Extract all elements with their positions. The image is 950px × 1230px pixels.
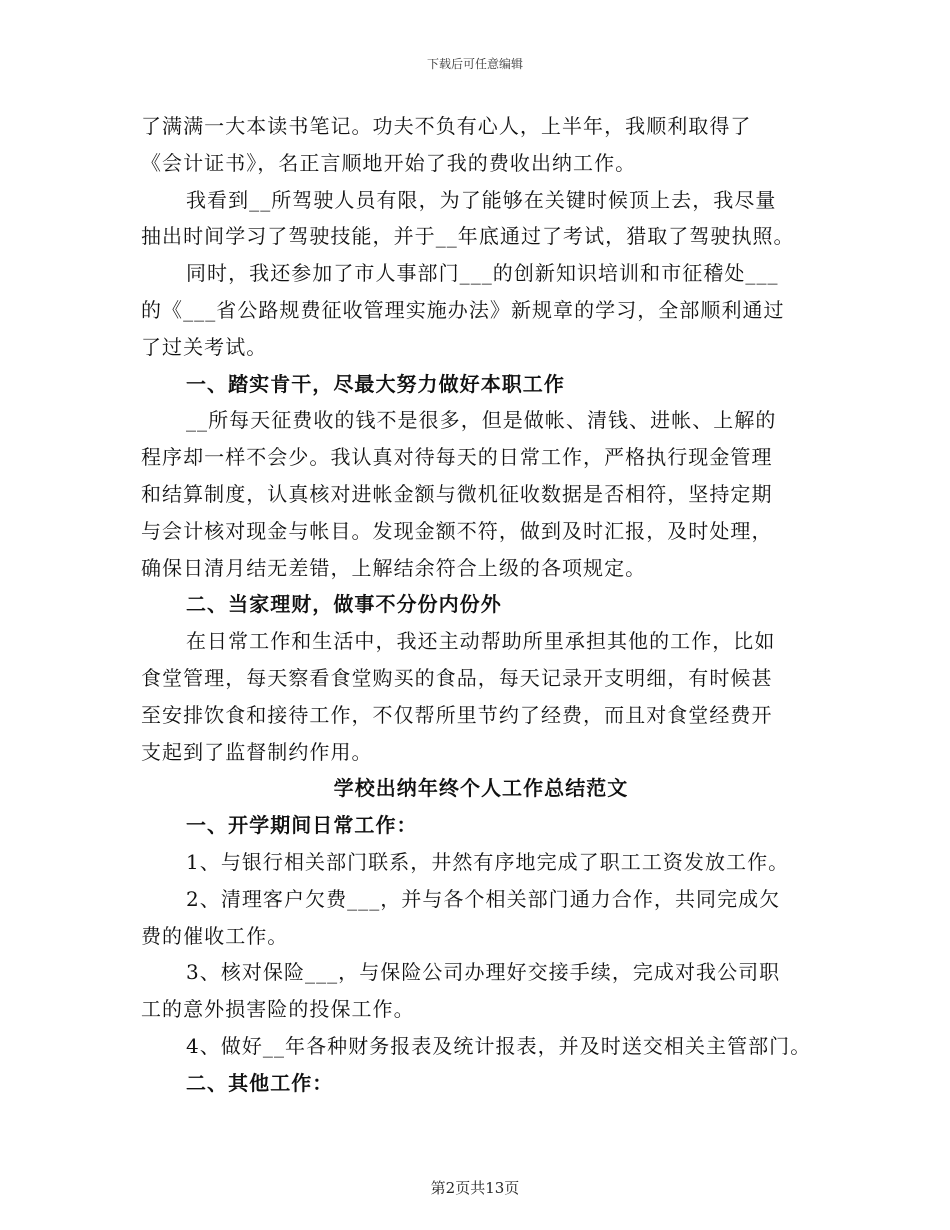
text-line: 食堂管理，每天察看食堂购买的食品，每天记录开支明细，有时候甚 bbox=[141, 665, 773, 690]
section-heading: 二、其他工作： bbox=[186, 1070, 334, 1095]
text-line: 至安排饮食和接待工作，不仅帮所里节约了经费，而且对食堂经费开 bbox=[141, 702, 773, 727]
text-line: 了过关考试。 bbox=[141, 334, 268, 359]
text-line: 程序却一样不会少。我认真对待每天的日常工作，严格执行现金管理 bbox=[141, 445, 773, 470]
page-footer: 第2页共13页 bbox=[430, 1179, 520, 1197]
text-line: 《会计证书》，名正言顺地开始了我的费收出纳工作。 bbox=[141, 150, 637, 175]
text-line: 在日常工作和生活中，我还主动帮助所里承担其他的工作，比如 bbox=[186, 629, 776, 654]
section-heading: 一、开学期间日常工作： bbox=[186, 813, 418, 838]
document-body bbox=[141, 108, 821, 1102]
text-line: 确保日清月结无差错，上解结余符合上级的各项规定。 bbox=[141, 555, 647, 580]
page-header: 下载后可任意编辑 bbox=[426, 57, 523, 71]
text-line: 1、与银行相关部门联系，井然有序地完成了职工工资发放工作。 bbox=[186, 849, 790, 874]
text-line: __所每天征费收的钱不是很多，但是做帐、清钱、进帐、上解的 bbox=[186, 408, 777, 433]
text-line: 了满满一大本读书笔记。功夫不负有心人，上半年，我顺利取得了 bbox=[141, 114, 752, 138]
text-line: 和结算制度，认真核对进帐金额与微机征收数据是否相符，坚持定期 bbox=[141, 481, 773, 506]
text-line: 与会计核对现金与帐目。发现金额不符，做到及时汇报，及时处理， bbox=[141, 518, 773, 543]
section-heading: 一、踏实肯干，尽最大努力做好本职工作 bbox=[186, 371, 565, 396]
text-line: 我看到__所驾驶人员有限，为了能够在关键时候顶上去，我尽量 bbox=[186, 187, 777, 212]
text-line: 3、核对保险___，与保险公司办理好交接手续，完成对我公司职 bbox=[186, 960, 781, 985]
section-title: 学校出纳年终个人工作总结范文 bbox=[333, 776, 629, 801]
section-heading: 二、当家理财，做事不分份内份外 bbox=[186, 592, 502, 617]
text-line: 工的意外损害险的投保工作。 bbox=[141, 997, 415, 1022]
text-line: 2、清理客户欠费___，并与各个相关部门通力合作，共同完成欠 bbox=[186, 886, 781, 911]
text-line: 支起到了监督制约作用。 bbox=[141, 739, 373, 764]
text-line: 同时，我还参加了市人事部门___的创新知识培训和市征稽处___ bbox=[186, 261, 779, 286]
text-line: 的《___省公路规费征收管理实施办法》新规章的学习，全部顺利通过 bbox=[141, 297, 785, 322]
text-line: 抽出时间学习了驾驶技能，并于__年底通过了考试，猎取了驾驶执照。 bbox=[141, 224, 795, 249]
text-line: 4、做好__年各种财务报表及统计报表，并及时送交相关主管部门。 bbox=[186, 1033, 812, 1058]
text-line: 费的催收工作。 bbox=[141, 923, 289, 948]
